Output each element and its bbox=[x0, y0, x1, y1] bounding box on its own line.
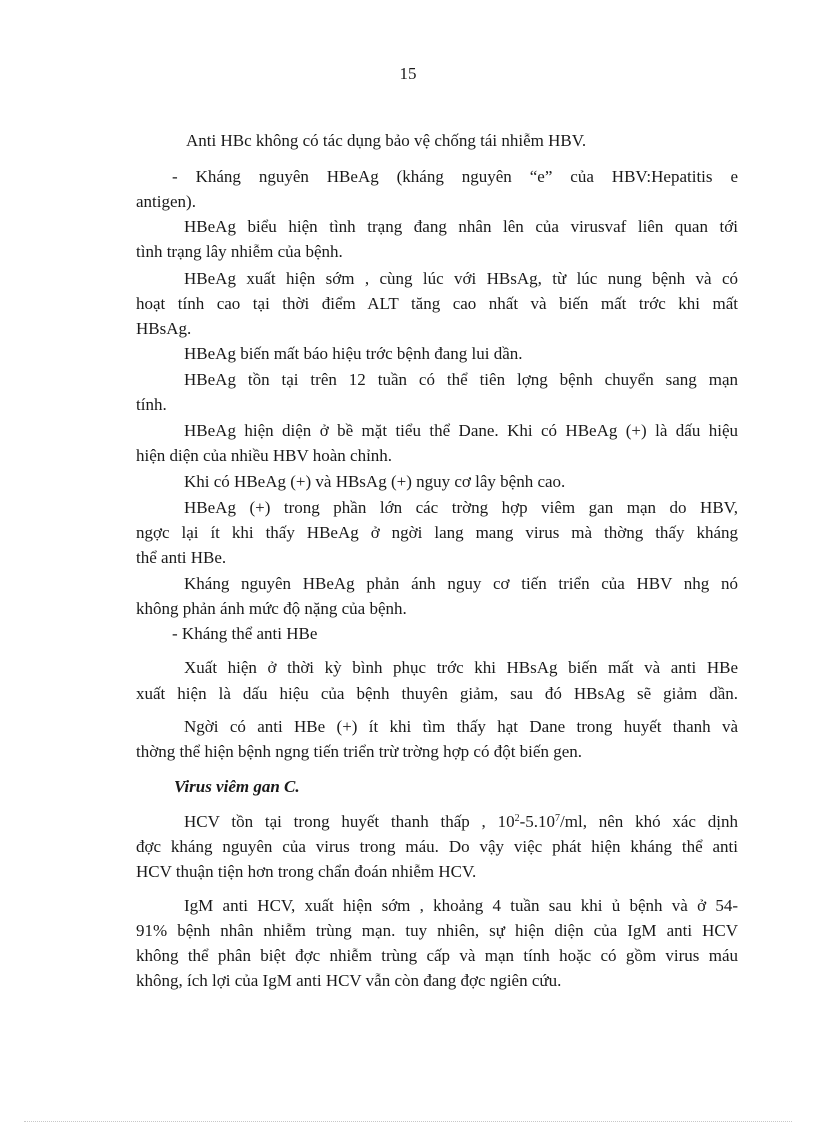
paragraph-line: không, ích lợi của IgM anti HCV vẫn còn đang đợc ngiên cứu. bbox=[136, 971, 562, 990]
list-item-anti-hbe: - Kháng thể anti HBe bbox=[172, 624, 318, 643]
paragraph-line bbox=[136, 811, 738, 833]
paragraph-line: HBsAg. bbox=[136, 319, 192, 338]
paragraph-line: không thể phân biệt đợc nhiễm trùng cấp và mạn tính hoặc có gồm virus máu bbox=[136, 946, 738, 965]
paragraph-line: antigen). bbox=[136, 192, 196, 211]
paragraph-line: HBeAg tồn tại trên 12 tuần có thể tiên lợng bệnh chuyển sang mạn bbox=[184, 370, 738, 389]
paragraph-line: hoạt tính cao tại thời điểm ALT tăng cao nhất và biến mất trớc khi mất bbox=[136, 294, 738, 313]
paragraph-line: HBeAg biến mất báo hiệu trớc bệnh đang lui dần. bbox=[184, 344, 523, 363]
paragraph-line: Anti HBc không có tác dụng bảo vệ chống tái nhiễm HBV. bbox=[186, 131, 587, 150]
paragraph-line: 91% bệnh nhân nhiễm trùng mạn. tuy nhiên, sự hiện diện của IgM anti HCV bbox=[136, 921, 738, 940]
paragraph-line: đợc kháng nguyên của virus trong máu. Do vậy việc phát hiện kháng thể anti bbox=[136, 837, 738, 856]
page-number: 15 bbox=[399, 64, 417, 83]
paragraph-line: HBeAg xuất hiện sớm , cùng lúc với HBsAg, từ lúc nung bệnh và có bbox=[184, 269, 738, 288]
paragraph-line: hiện diện của nhiều HBV hoàn chỉnh. bbox=[136, 446, 393, 465]
paragraph-line: ngợc lại ít khi thấy HBeAg ở ngời lang mang virus mà thờng thấy kháng bbox=[136, 523, 738, 542]
paragraph-line: thờng thể hiện bệnh ngng tiến triển trừ trờng hợp có đột biến gen. bbox=[136, 742, 582, 761]
paragraph-line: HBeAg hiện diện ở bề mặt tiểu thể Dane. Khi có HBeAg (+) là dấu hiệu bbox=[184, 421, 738, 440]
paragraph-line: tính. bbox=[136, 395, 167, 414]
paragraph-line: Ngời có anti HBe (+) ít khi tìm thấy hạt Dane trong huyết thanh và bbox=[184, 717, 738, 736]
paragraph-line: HBeAg (+) trong phần lớn các trờng hợp viêm gan mạn do HBV, bbox=[184, 498, 738, 517]
superscript: 2 bbox=[514, 813, 520, 824]
paragraph-line: Kháng nguyên HBeAg phản ánh nguy cơ tiến triển của HBV nhg nó bbox=[184, 574, 738, 593]
paragraph-line: HCV thuận tiện hơn trong chẩn đoán nhiễm HCV. bbox=[136, 862, 477, 881]
paragraph-line: xuất hiện là dấu hiệu của bệnh thuyên giảm, sau đó HBsAg sẽ giảm dần. bbox=[136, 684, 738, 703]
page-bottom-divider bbox=[24, 1121, 792, 1122]
text-fragment: -5.10 bbox=[519, 812, 556, 831]
text-fragment: /ml, nên khó xác dịnh bbox=[560, 812, 738, 831]
paragraph-line: thể anti HBe. bbox=[136, 548, 227, 567]
paragraph-line: tình trạng lây nhiễm của bệnh. bbox=[136, 242, 343, 261]
superscript: 7 bbox=[555, 813, 561, 824]
list-item-hbeag: - Kháng nguyên HBeAg (kháng nguyên “e” của HBV:Hepatitis e bbox=[172, 167, 738, 186]
paragraph-line: HBeAg biểu hiện tình trạng đang nhân lên của virusvaf liên quan tới bbox=[184, 217, 738, 236]
paragraph-line: không phản ánh mức độ nặng của bệnh. bbox=[136, 599, 407, 618]
section-heading: Virus viêm gan C. bbox=[174, 777, 300, 796]
paragraph-line: IgM anti HCV, xuất hiện sớm , khoảng 4 tuần sau khi ủ bệnh và ở 54- bbox=[184, 896, 738, 915]
paragraph-line: Xuất hiện ở thời kỳ bình phục trớc khi HBsAg biến mất và anti HBe bbox=[184, 658, 738, 677]
paragraph-line: Khi có HBeAg (+) và HBsAg (+) nguy cơ lây bệnh cao. bbox=[184, 472, 566, 491]
text-fragment: HCV tồn tại trong huyết thanh thấp , 10 bbox=[184, 812, 515, 831]
